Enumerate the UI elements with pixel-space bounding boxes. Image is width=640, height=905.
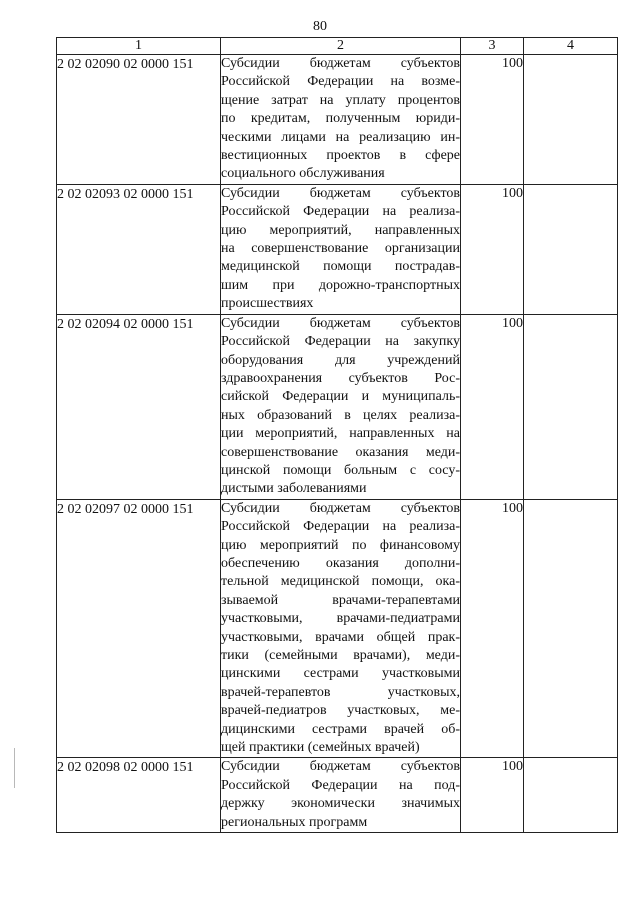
description-line: медицинской помощи пострадав- (221, 259, 460, 275)
description-cell (221, 55, 461, 185)
description-line: цинскими сестрами участковыми (221, 666, 460, 682)
budget-table (56, 37, 618, 833)
budget-code-cell: 2 02 02097 02 0000 151 (57, 499, 221, 758)
description-cell (221, 758, 461, 833)
column-header-1: 1 (57, 38, 221, 55)
column-4-cell (524, 758, 618, 833)
description-line: участковыми, врачами-педиатрами (221, 611, 460, 627)
description-line: здравоохранения субъектов Рос- (221, 370, 460, 386)
column-header-4: 4 (524, 38, 618, 55)
table-row (57, 499, 618, 758)
page-number: 80 (313, 19, 327, 34)
description-line: по кредитам, полученным юриди- (221, 111, 460, 127)
description-line: Субсидии бюджетам субъектов (221, 315, 460, 331)
description-line: щение затрат на уплату процентов (221, 92, 460, 108)
column-4-cell (524, 184, 618, 314)
description-line: цию мероприятий, направленных (221, 222, 460, 238)
table-row (57, 758, 618, 833)
column-header-2: 2 (221, 38, 461, 55)
amount-cell: 100 (461, 758, 524, 833)
table-body (57, 55, 618, 833)
description-line: Российской Федерации на закупку (221, 334, 460, 350)
description-line: Субсидии бюджетам субъектов (221, 759, 460, 775)
description-line: участковыми, врачами общей прак- (221, 629, 460, 645)
column-4-cell (524, 314, 618, 499)
description-line: Российской Федерации на реализа- (221, 204, 460, 220)
table-row (57, 184, 618, 314)
description-cell (221, 499, 461, 758)
description-line: зываемой врачами-терапевтами (221, 592, 460, 608)
description-line: оборудования для учреждений (221, 352, 460, 368)
description-line: вестиционных проектов в сфере (221, 148, 460, 164)
description-line: врачей-педиатров участковых, ме- (221, 703, 460, 719)
description-line: Субсидии бюджетам субъектов (221, 185, 460, 201)
description-line: обеспечению оказания дополни- (221, 555, 460, 571)
description-line: дицинскими сестрами врачей об- (221, 721, 460, 737)
amount-cell: 100 (461, 184, 524, 314)
description-line: тики (семейными врачами), меди- (221, 648, 460, 663)
description-line: на совершенствование организации (221, 241, 460, 257)
description-line: ции мероприятий, направленных на (221, 426, 460, 442)
description-line: цинской помощи больным с сосу- (221, 462, 460, 478)
column-4-cell (524, 55, 618, 185)
amount-cell: 100 (461, 499, 524, 758)
description-line: социального обслуживания (221, 166, 385, 182)
description-line: Российской Федерации на реализа- (221, 519, 460, 535)
description-line: шим при дорожно-транспортных (221, 277, 460, 293)
description-cell (221, 184, 461, 314)
column-4-cell (524, 499, 618, 758)
description-line: щей практики (семейных врачей) (221, 740, 420, 756)
description-line: врачей-терапевтов участковых, (221, 684, 460, 700)
description-cell (221, 314, 461, 499)
description-line: держку экономически значимых (221, 796, 460, 812)
budget-code-cell: 2 02 02098 02 0000 151 (57, 758, 221, 833)
description-line: Субсидии бюджетам субъектов (221, 500, 460, 516)
table-row (57, 55, 618, 185)
amount-cell: 100 (461, 55, 524, 185)
description-line: цию мероприятий по финансовому (221, 537, 460, 553)
description-line: ных образований в целях реализа- (221, 407, 460, 423)
amount-cell: 100 (461, 314, 524, 499)
description-line: совершенствование оказания меди- (221, 444, 460, 460)
description-line: Российской Федерации на возме- (221, 74, 460, 90)
description-line: сийской Федерации и муниципаль- (221, 389, 460, 405)
description-line: Российской Федерации на под- (221, 777, 460, 793)
description-line: тельной медицинской помощи, ока- (221, 574, 460, 590)
description-line: ческими лицами на реализацию ин- (221, 129, 460, 145)
budget-code-cell: 2 02 02090 02 0000 151 (57, 55, 221, 185)
scan-margin-mark (14, 748, 15, 788)
table-row (57, 314, 618, 499)
description-line: дистыми заболеваниями (221, 481, 367, 497)
column-header-row (57, 38, 618, 55)
budget-code-cell: 2 02 02094 02 0000 151 (57, 314, 221, 499)
description-line: происшествиях (221, 296, 314, 312)
budget-code-cell: 2 02 02093 02 0000 151 (57, 184, 221, 314)
description-line: региональных программ (221, 814, 368, 830)
column-header-3: 3 (461, 38, 524, 55)
description-line: Субсидии бюджетам субъектов (221, 56, 460, 71)
